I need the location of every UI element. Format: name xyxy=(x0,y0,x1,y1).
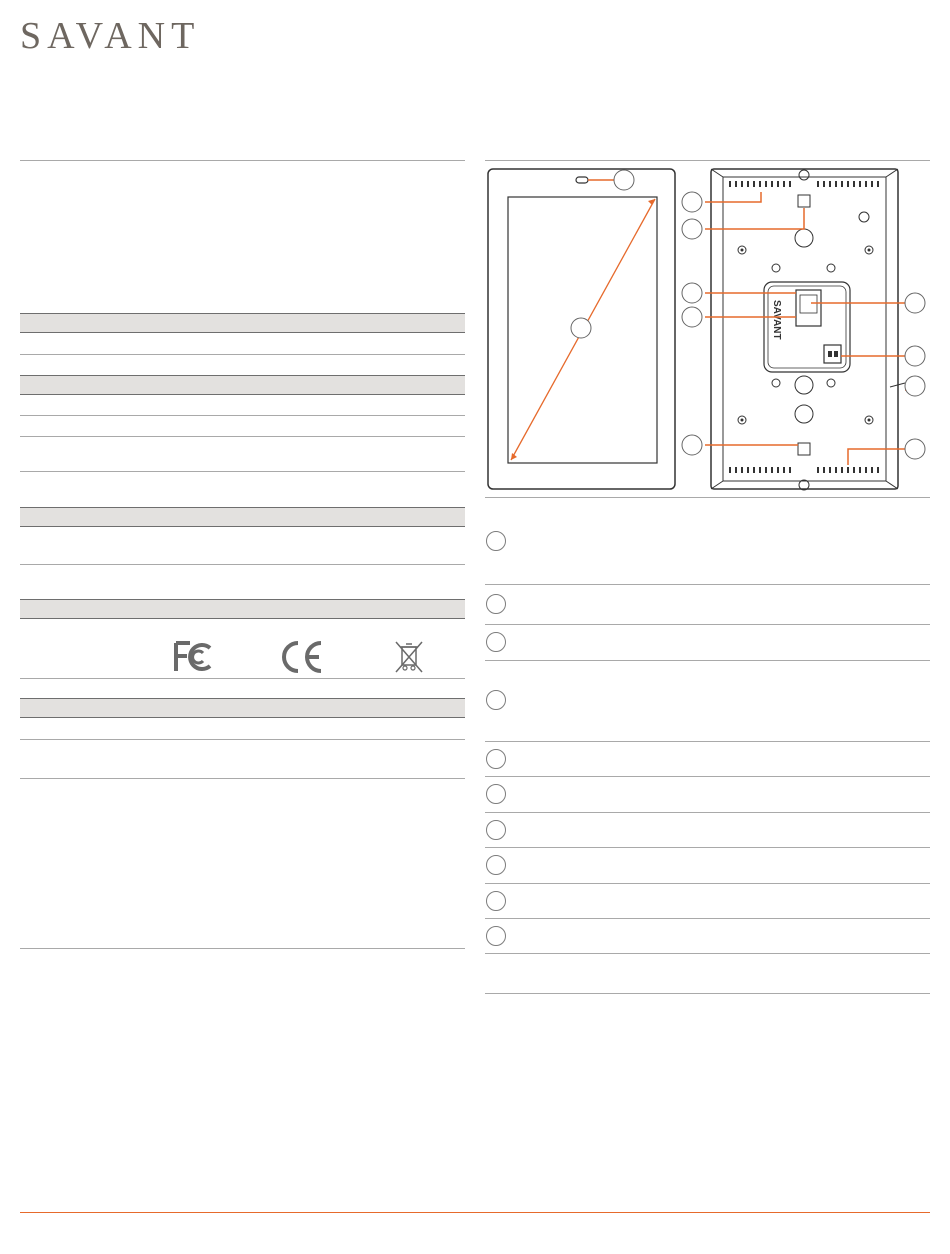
callout-row-divider xyxy=(485,812,930,813)
callout-row-divider xyxy=(485,883,930,884)
diagram-bottom-rule xyxy=(485,497,930,498)
back-label-logo: SAVANT xyxy=(771,300,782,340)
callout-row-divider xyxy=(485,584,930,585)
callout-number-circle xyxy=(486,632,506,652)
callout-number-circle xyxy=(486,531,506,551)
savant-logo: SAVANT xyxy=(20,15,201,57)
spec-row-divider xyxy=(20,436,465,437)
back-view xyxy=(682,169,925,490)
spec-row-divider xyxy=(20,564,465,565)
product-diagram xyxy=(485,165,935,495)
right-top-rule xyxy=(485,160,930,161)
footer-accent-rule xyxy=(20,1212,930,1213)
callout-number-circle xyxy=(486,749,506,769)
ce-mark-icon xyxy=(278,640,324,674)
callout-number-circle xyxy=(486,855,506,875)
callout-row-divider xyxy=(485,776,930,777)
callout-number-circle xyxy=(486,784,506,804)
spec-section-header-4 xyxy=(20,599,465,619)
spec-section-header-5 xyxy=(20,698,465,718)
callout-number-circle xyxy=(486,690,506,710)
spec-section-header-3 xyxy=(20,507,465,527)
callout-row-divider xyxy=(485,847,930,848)
spec-row-divider xyxy=(20,471,465,472)
callout-number-circle xyxy=(486,820,506,840)
callout-number-circle xyxy=(486,891,506,911)
spec-row-divider xyxy=(20,778,465,779)
fcc-logo xyxy=(172,640,214,674)
spec-row-divider xyxy=(20,739,465,740)
callout-row-divider xyxy=(485,660,930,661)
left-top-rule xyxy=(20,160,465,161)
spec-row-divider xyxy=(20,415,465,416)
callout-row-divider xyxy=(485,953,930,954)
callout-number-circle xyxy=(486,926,506,946)
spec-section-header-1 xyxy=(20,313,465,333)
callout-number-circle xyxy=(486,594,506,614)
spec-row-divider xyxy=(20,354,465,355)
callout-row-divider xyxy=(485,741,930,742)
weee-bin-icon xyxy=(393,639,425,675)
callout-row-divider xyxy=(485,624,930,625)
front-view xyxy=(488,169,675,489)
callout-bottom-rule xyxy=(485,993,930,994)
callout-row-divider xyxy=(485,918,930,919)
spec-section-header-2 xyxy=(20,375,465,395)
left-bottom-rule xyxy=(20,948,465,949)
spec-row-divider xyxy=(20,678,465,679)
